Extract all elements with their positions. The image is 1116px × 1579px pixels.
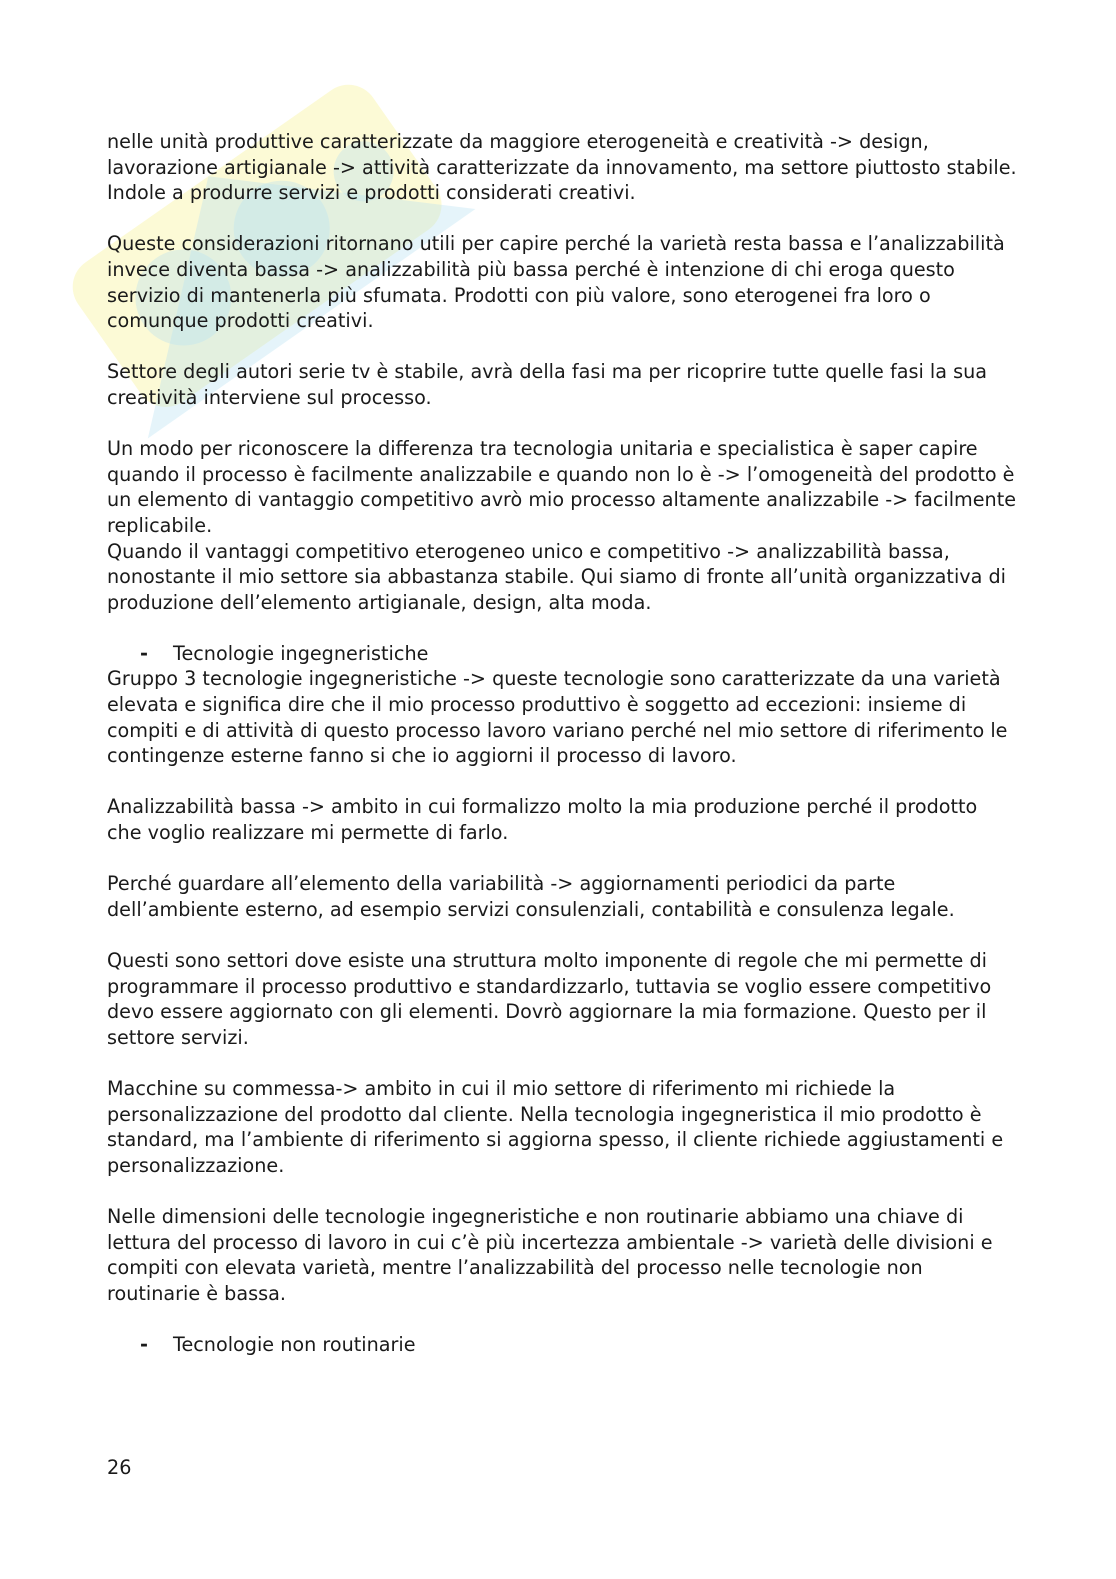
paragraph: Queste considerazioni ritornano utili per capire perché la varietà resta bassa e l’analizzabilità invece diventa bassa -> analizzabilità più bassa perché è intenzione di chi eroga questo servizio di mantenerla più sfumata. Prodotti con più valore, sono eterogenei fra loro o comunque prodotti creativi. — [107, 232, 1005, 333]
bullet-dash: - — [140, 641, 148, 665]
page-number: 26 — [107, 1456, 132, 1479]
paragraph: nelle unità produttive caratterizzate da maggiore eterogeneità e creatività -> design, lavorazione artigianale -> attività caratterizzate da innovamento, ma settore piuttosto stabile. Indole a produrre servizi e prodotti considerati creativi. — [107, 130, 1017, 205]
bullet-text: Tecnologie non routinarie — [173, 1332, 416, 1356]
paragraph: Gruppo 3 tecnologie ingegneristiche -> queste tecnologie sono caratterizzate da una varietà elevata e significa dire che il mio processo produttivo è soggetto ad eccezioni: insieme di compiti e di attività di questo processo lavoro variano perché nel mio settore di riferimento le contingenze esterne fanno si che io aggiorni il processo di lavoro. — [107, 667, 1008, 768]
paragraph: Un modo per riconoscere la differenza tra tecnologia unitaria e specialistica è saper capire quando il processo è facilmente analizzabile e quando non lo è -> l’omogeneità del prodotto è un elemento di vantaggio competitivo avrò mio processo altamente analizzabile -> facilmente replicabile. — [107, 437, 1017, 537]
document-body — [107, 129, 1017, 1358]
paragraph: Nelle dimensioni delle tecnologie ingegneristiche e non routinarie abbiamo una chiave di lettura del processo di lavoro in cui c’è più incertezza ambientale -> varietà delle divisioni e compiti con elevata varietà, mentre l’analizzabilità del processo nelle tecnologie non routinarie è bassa. — [107, 1204, 993, 1305]
paragraph: Questi sono settori dove esiste una struttura molto imponente di regole che mi permette di programmare il processo produttivo e standardizzarlo, tuttavia se voglio essere competitivo devo essere aggiornato con gli elementi. Dovrò aggiornare la mia formazione. Questo per il settore servizi. — [107, 949, 992, 1049]
bullet-item-ingegneristiche — [107, 641, 1017, 667]
paragraph: Quando il vantaggi competitivo eterogeneo unico e competitivo -> analizzabilità bassa, nonostante il mio settore sia abbastanza stabile. Qui siamo di fronte all’unità organizzativa di produzione dell’elemento artigianale, design, alta moda. — [107, 539, 1007, 614]
paragraph: Settore degli autori serie tv è stabile, avrà della fasi ma per ricoprire tutte quelle fasi la sua creatività interviene sul processo. — [107, 360, 987, 409]
paragraph: Perché guardare all’elemento della variabilità -> aggiornamenti periodici da parte dell’ambiente esterno, ad esempio servizi consulenziali, contabilità e consulenza legale. — [107, 872, 955, 921]
paragraph: Macchine su commessa-> ambito in cui il mio settore di riferimento mi richiede la personalizzazione del prodotto dal cliente. Nella tecnologia ingegneristica il mio prodotto è standard, ma l’ambiente di riferimento si aggiorna spesso, il cliente richiede aggiustamenti e personalizzazione. — [107, 1076, 1004, 1177]
bullet-dash: - — [140, 1332, 148, 1356]
bullet-text: Tecnologie ingegneristiche — [173, 641, 429, 665]
paragraph: Analizzabilità bassa -> ambito in cui formalizzo molto la mia produzione perché il prodotto che voglio realizzare mi permette di farlo. — [107, 795, 978, 845]
bullet-item-non-routinarie — [107, 1332, 1017, 1358]
